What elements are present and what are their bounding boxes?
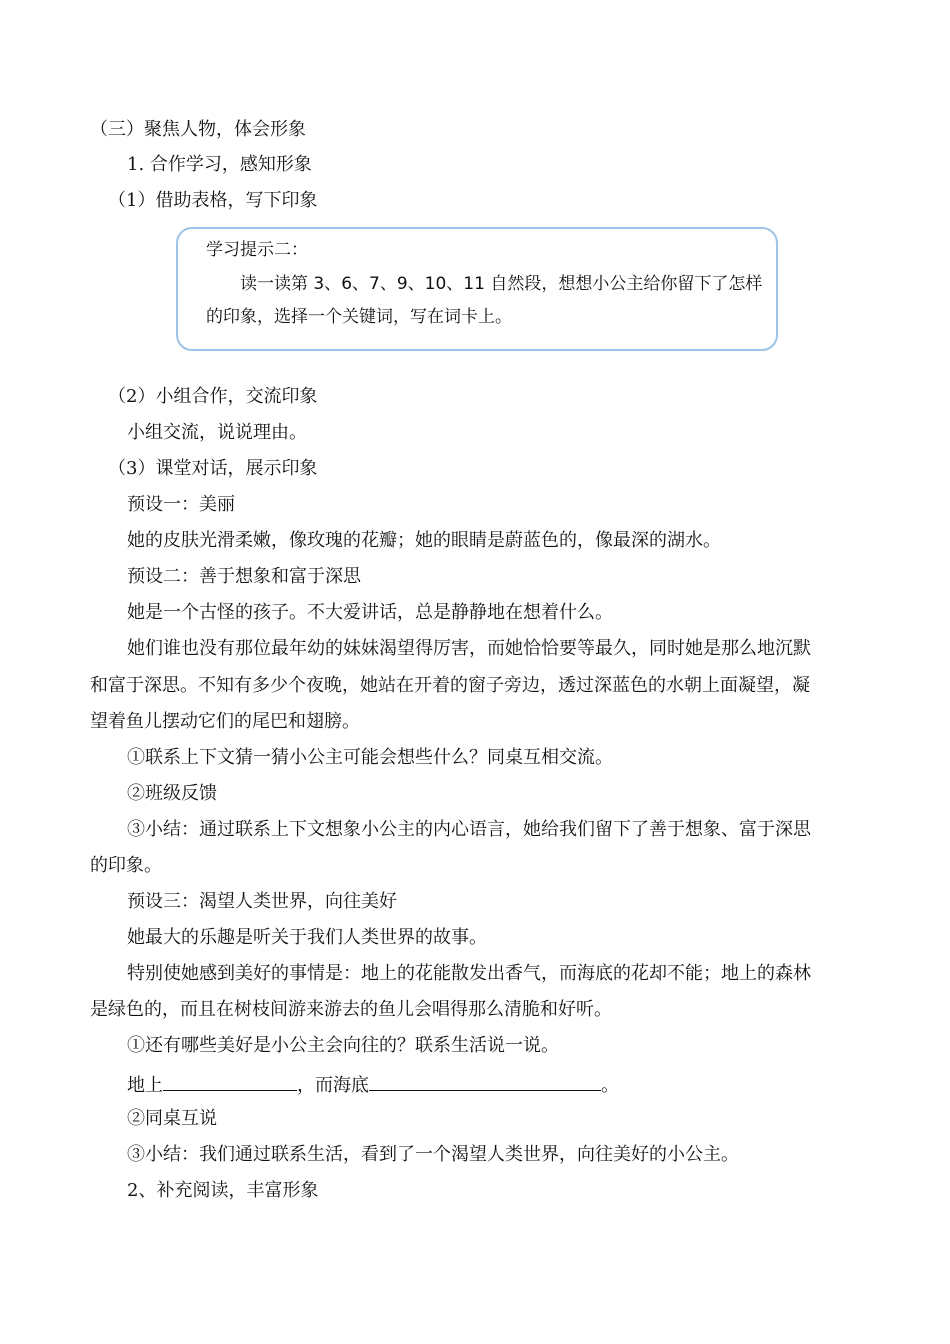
preset-2-label: 预设二：善于想象和富于深思	[127, 566, 361, 587]
preset-2-step-3a: ③小结：通过联系上下文想象小公主的内心语言，她给我们留下了善于想象、富于深思	[127, 819, 811, 840]
preset-2-text-2b: 和富于深思。不知有多少个夜晚，她站在开着的窗子旁边，透过深蓝色的水朝上面凝望，凝	[90, 675, 810, 696]
preset-3-text-2a: 特别使她感到美好的事情是：地上的花能散发出香气，而海底的花却不能；地上的森林	[127, 963, 811, 984]
fill-label-end: 。	[601, 1075, 619, 1096]
preset-3-step-3: ③小结：我们通过联系生活，看到了一个渴望人类世界，向往美好的小公主。	[127, 1144, 739, 1165]
tip-line-2: 的印象，选择一个关键词，写在词卡上。	[206, 307, 512, 327]
sub-heading-3: （3）课堂对话，展示印象	[108, 458, 318, 479]
fill-in-line	[127, 1072, 619, 1097]
preset-3-step-1: ①还有哪些美好是小公主会向往的？联系生活说一说。	[127, 1035, 559, 1056]
tip-box	[176, 227, 778, 351]
tip-title: 学习提示二：	[206, 240, 308, 260]
preset-1-label: 预设一：美丽	[127, 494, 235, 515]
preset-2-text-1: 她是一个古怪的孩子。不大爱讲话，总是静静地在想着什么。	[127, 602, 613, 623]
preset-3-text-2b: 是绿色的，而且在树枝间游来游去的鱼儿会唱得那么清脆和好听。	[90, 999, 612, 1020]
preset-2-step-1: ①联系上下文猜一猜小公主可能会想些什么？同桌互相交流。	[127, 747, 613, 768]
preset-2-text-2c: 望着鱼儿摆动它们的尾巴和翅膀。	[90, 711, 360, 732]
blank-land[interactable]	[163, 1072, 297, 1091]
fill-label-sea: ，而海底	[297, 1075, 369, 1096]
preset-2-text-2a: 她们谁也没有那位最年幼的妹妹渴望得厉害，而她恰恰要等最久，同时她是那么地沉默	[127, 638, 811, 659]
sub-2-text: 小组交流，说说理由。	[127, 422, 307, 443]
item-1-heading: 1. 合作学习，感知形象	[127, 154, 312, 175]
preset-2-step-3b: 的印象。	[90, 855, 162, 876]
preset-3-text-1: 她最大的乐趣是听关于我们人类世界的故事。	[127, 927, 487, 948]
fill-label-land: 地上	[127, 1075, 163, 1096]
preset-2-step-2: ②班级反馈	[127, 783, 217, 804]
preset-1-text: 她的皮肤光滑柔嫩，像玫瑰的花瓣；她的眼睛是蔚蓝色的，像最深的湖水。	[127, 530, 721, 551]
sub-heading-1: （1）借助表格，写下印象	[108, 190, 318, 211]
section-title: （三）聚焦人物，体会形象	[90, 119, 306, 140]
sub-heading-2: （2）小组合作，交流印象	[108, 386, 318, 407]
blank-sea[interactable]	[369, 1072, 601, 1091]
tip-line-1: 读一读第 3、6、7、9、10、11 自然段，想想小公主给你留下了怎样	[240, 274, 763, 294]
item-2-heading: 2、补充阅读，丰富形象	[127, 1180, 319, 1201]
preset-3-label: 预设三：渴望人类世界，向往美好	[127, 891, 397, 912]
preset-3-step-2: ②同桌互说	[127, 1108, 217, 1129]
